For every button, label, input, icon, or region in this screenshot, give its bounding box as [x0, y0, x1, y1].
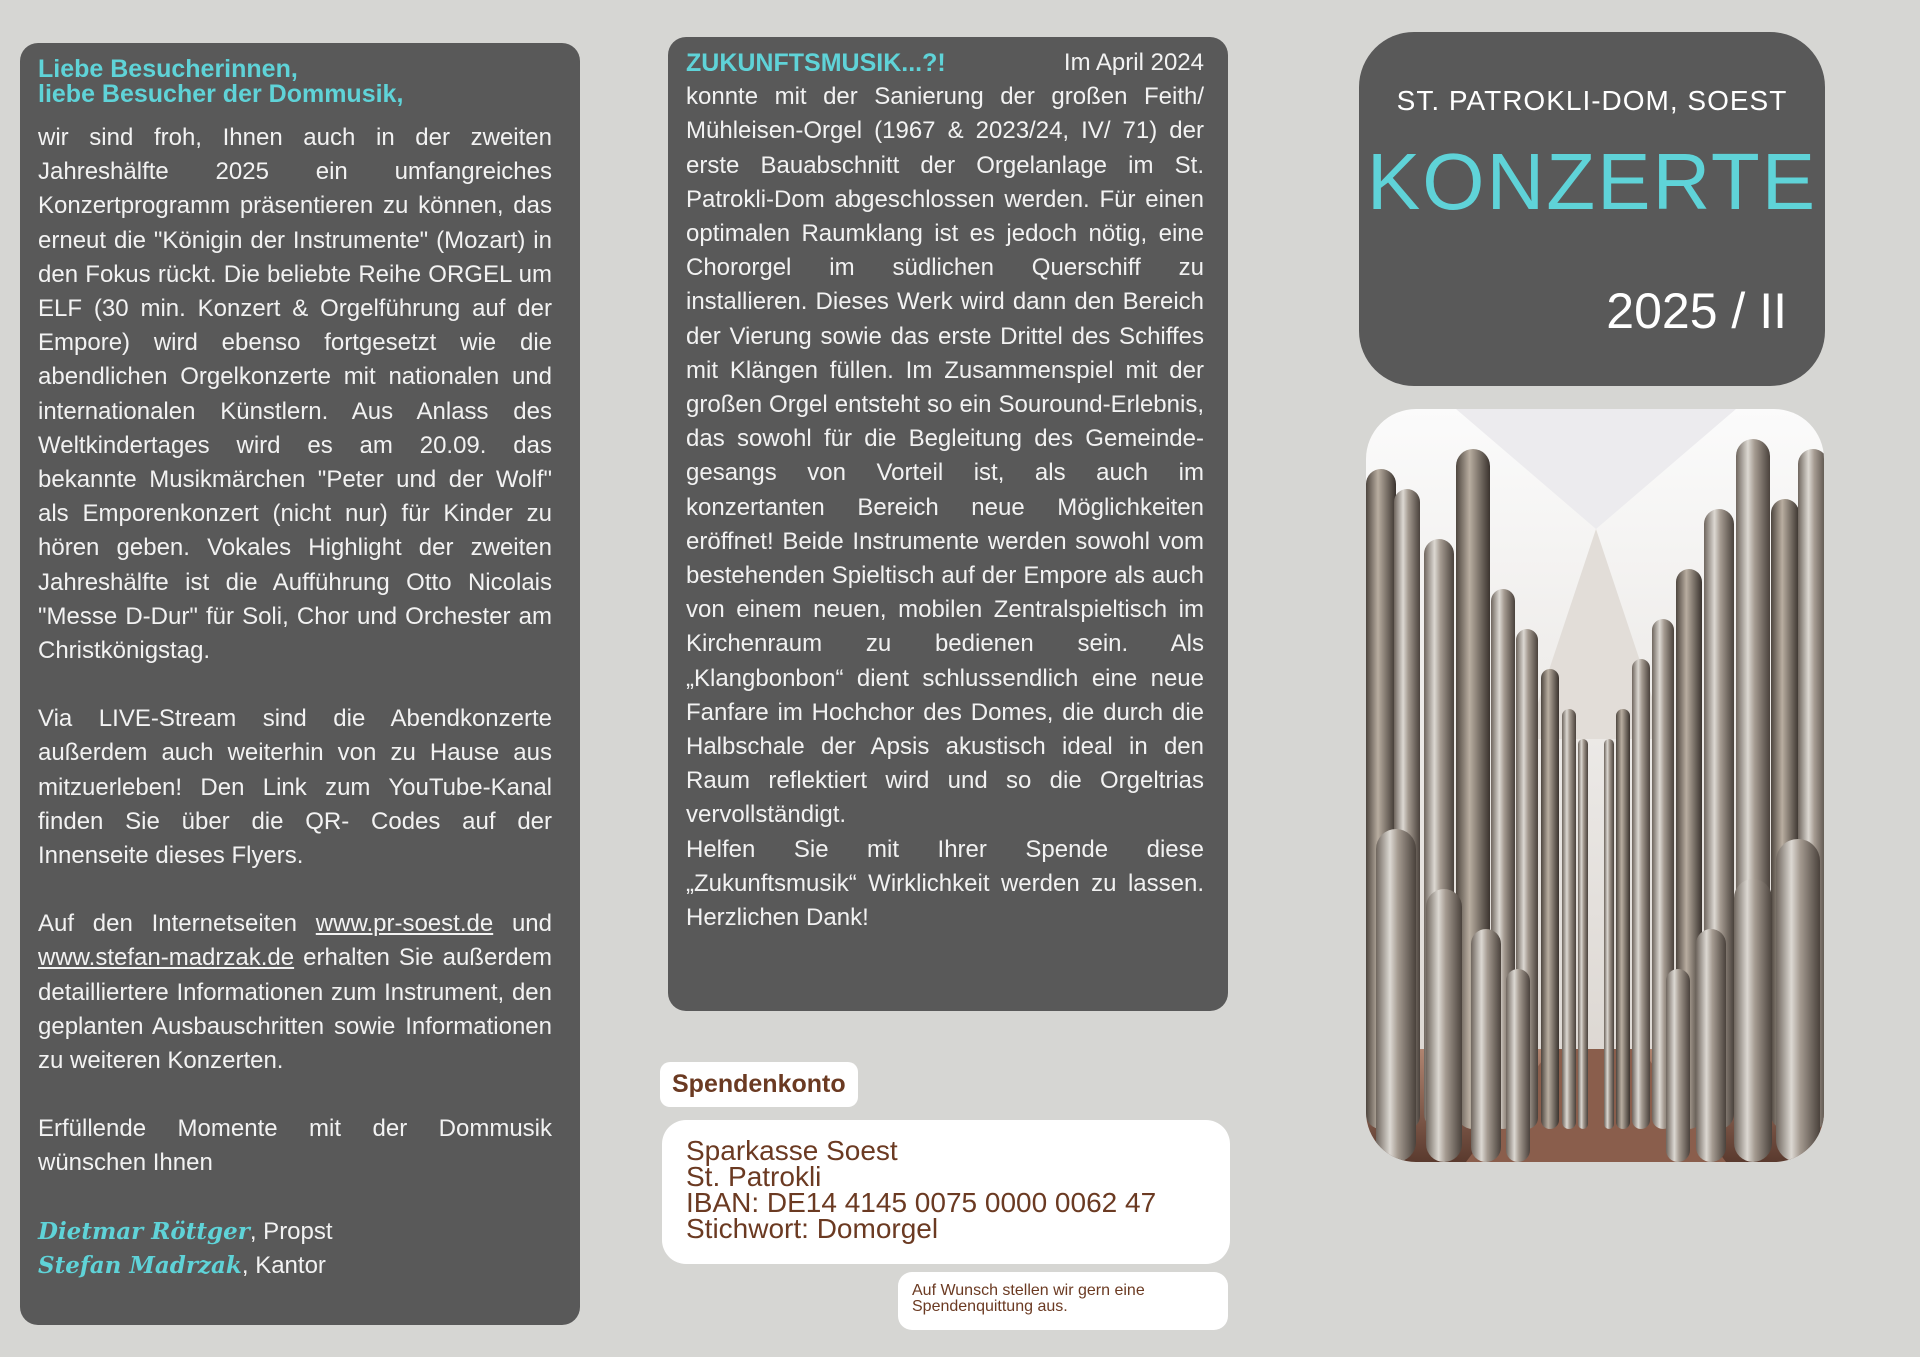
organ-pipe — [1604, 739, 1614, 1129]
organ-pipe — [1562, 709, 1576, 1129]
link-stefan-madrzak[interactable]: www.stefan-madrzak.de — [38, 944, 295, 972]
organ-pipe — [1426, 889, 1462, 1162]
iban: IBAN: DE14 4145 0075 0000 0062 47 — [686, 1187, 1157, 1218]
organ-pipe — [1471, 929, 1501, 1162]
organ-pipes-image — [1366, 409, 1824, 1162]
organ-pipe — [1541, 669, 1559, 1129]
donation-keyword: Stichwort: Domorgel — [686, 1213, 939, 1244]
link-pr-soest[interactable]: www.pr-soest.de — [315, 910, 494, 938]
future-music-text — [686, 46, 1204, 935]
organ-pipe — [1776, 839, 1820, 1162]
future-music-date: Im April 2024 — [1063, 49, 1204, 76]
future-music-heading: ZUKUNFTSMUSIK...?! — [686, 49, 946, 77]
future-music-panel — [668, 37, 1228, 1011]
title-card — [1359, 32, 1825, 386]
organ-pipe — [1666, 969, 1690, 1162]
donation-account-label: Spendenkonto — [660, 1062, 858, 1107]
donation-account-box — [662, 1120, 1230, 1264]
organ-pipe — [1696, 929, 1726, 1162]
organ-pipe — [1616, 709, 1630, 1129]
future-music-body: konnte mit der Sanierung der großen Feith/ Mühleisen-Orgel (1967 & 2023/24, IV/ 71) der erste Bauabschnitt der Orgelanlage im St. Patrokli-Dom abgeschlossen werden. Für einen optimalen Raumklang ist es jedoch nötig, eine Chororgel im südlichen Querschiff zu installieren. Dieses Werk wird dann den Bereich der Vierung sowie das erste Drittel des Schiffes mit Klängen füllen. Im Zusammenspiel mit der großen Orgel entsteht so ein Souround-Erlebnis, das sowohl für die Begleitung des Gemeinde-gesangs von Vorteil ist, als auch im konzertanten Bereich neue Möglichkeiten eröffnet! Beide Instrumente werden sowohl vom bestehenden Spieltisch auf der Empore als auch von einem neuen, mobilen Zentralspieltisch im Kirchenraum zu bedienen sein. Als „Klangbonbon“ dient schlussendlich eine neue Fanfare im Hochchor des Domes, die durch die Halbschale der Apsis akustisch ideal in den Raum reflektiert wird und so die Orgeltrias vervollständigt. — [686, 83, 1204, 829]
bank-name: Sparkasse Soest — [686, 1135, 898, 1166]
welcome-paragraph-1: wir sind froh, Ihnen auch in der zweiten Jahreshälfte 2025 ein umfangreiches Konzertprogramm präsentieren zu können, das erneut die "Königin der Instrumente" (Mozart) in den Fokus rückt. Die beliebte Reihe ORGEL um ELF (30 min. Konzert & Orgelführung auf der Empore) wird ebenso fortgesetzt wie die abendlichen Orgelkonzerte mit nationalen und internationalen Künstlern. Aus Anlass des Weltkindertages wird es am 20.09. das bekannte Musikmärchen "Peter und der Wolf" als Emporenkonzert (nicht nur) für Kinder zu hören geben. Vokales Highlight der zweiten Jahreshälfte ist die Aufführung Otto Nicolais "Messe D-Dur" für Soli, Chor und Orchester am Christkönigstag. — [38, 124, 552, 665]
main-title: KONZERTE — [1366, 137, 1818, 226]
organ-pipe — [1734, 879, 1772, 1162]
location-title: ST. PATROKLI-DOM, SOEST — [1396, 85, 1788, 116]
welcome-heading: Liebe Besucherinnen, liebe Besucher der Dommusik, — [38, 55, 404, 108]
organ-pipe — [1578, 739, 1588, 1129]
signature-name-madrzak: Stefan Madrzak — [38, 1251, 242, 1279]
signature-propst: Dietmar Röttger, Propst — [38, 1217, 333, 1245]
organ-pipe — [1376, 829, 1416, 1162]
account-holder: St. Patrokli — [686, 1161, 822, 1192]
closing-paragraph: Erfüllende Momente mit der Dommusik wünschen Ihnen — [38, 1115, 552, 1177]
organ-pipe — [1506, 969, 1530, 1162]
signature-name-roettger: Dietmar Röttger — [38, 1217, 250, 1245]
organ-pipe — [1632, 659, 1650, 1129]
receipt-note: Auf Wunsch stellen wir gern eine Spendenquittung aus. — [898, 1272, 1228, 1330]
season-label: 2025 / II — [1606, 283, 1787, 339]
donation-appeal: Helfen Sie mit Ihrer Spende diese „Zukunftsmusik“ Wirklichkeit werden zu lassen. Herzlichen Dank! — [686, 835, 1204, 932]
livestream-paragraph: Via LIVE-Stream sind die Abendkonzerte außerdem auch weiterhin von zu Hause aus mitzuerleben! Den Link zum YouTube-Kanal finden Sie über die QR- Codes auf der Innenseite dieses Flyers. — [38, 705, 552, 870]
welcome-panel — [20, 43, 580, 1325]
website-paragraph: Auf den Internetseiten www.pr-soest.de und www.stefan-madrzak.de erhalten Sie außerdem detailliertere Informationen zum Instrument, den geplanten Ausbauschritten sowie Informationen zu weiteren Konzerten. — [38, 910, 552, 1075]
signature-kantor: Stefan Madrzak, Kantor — [38, 1251, 326, 1279]
